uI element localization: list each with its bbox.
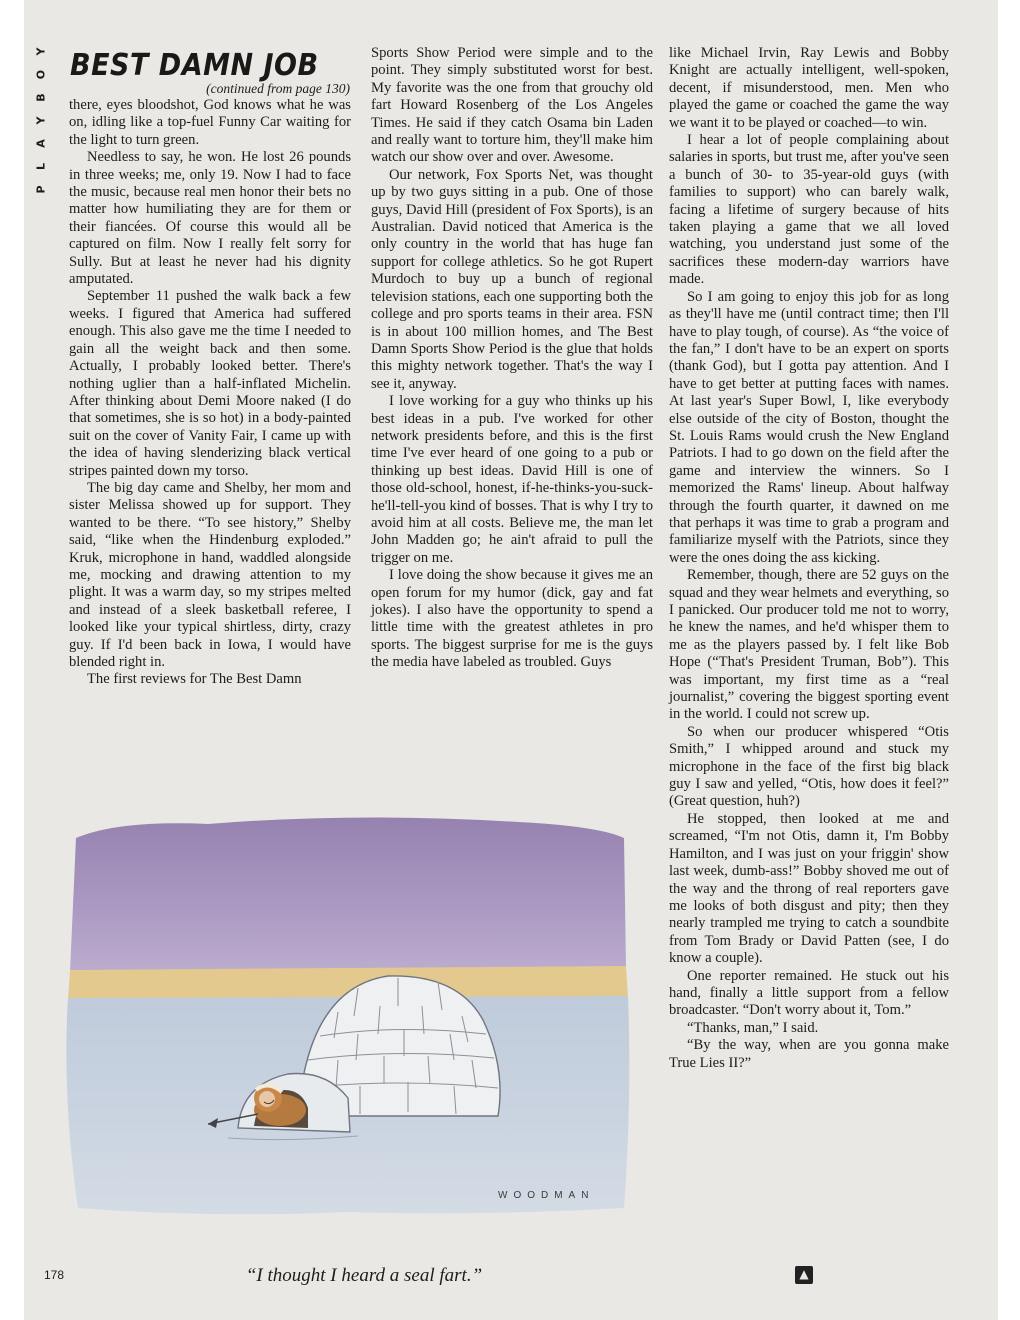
article-headline: BEST DAMN JOB xyxy=(70,48,319,83)
igloo-cartoon xyxy=(58,798,636,1258)
brand-letter: O xyxy=(34,69,48,80)
magazine-page xyxy=(24,0,998,1320)
paragraph: The big day came and Shelby, her mom and sister Melissa showed up for support. They wanted to be there. “To see history,” Shelby said, “like when the Hindenburg exploded.” Kruk, microphone in hand, waddled alongside me, mocking and drawing attention to my plight. It was a warm day, so my stripes melted and instead of a sleek basketball referee, I looked like your typical shirtless, dirty, crazy guy. If I'd been back in Iowa, I would have blended right in. xyxy=(69,479,351,670)
cartoon-caption: “I thought I heard a seal fart.” xyxy=(245,1265,483,1286)
cartoon-signature: WOODMAN xyxy=(498,1190,595,1201)
text-column-1 xyxy=(69,97,351,689)
paragraph: Our network, Fox Sports Net, was thought up by two guys sitting in a pub. One of those guys, David Hill (president of Fox Sports), is an Australian. David noticed that America is the only country in the world that has huge fan support for college athletics. So he got Rupert Murdoch to buy up a bunch of regional television stations, each one supporting both the college and pro sports teams in their area. FSN is in about 100 million homes, and The Best Damn Sports Show Period is the glue that holds this mighty network together. That's the way I see it, anyway. xyxy=(371,166,653,392)
paragraph: I love doing the show because it gives me an open forum for my humor (dick, gay and fat jokes). I also have the opportunity to spend a little time with the greatest athletes in pro sports. The biggest surprise for me is the guys the media have labeled as troubled. Guys xyxy=(371,567,653,671)
sky-wash xyxy=(70,817,626,972)
paragraph: I love working for a guy who thinks up his best ideas in a pub. I've worked for other network presidents before, and this is the first time I've ever heard of one going to a pub or thinking up best ideas. David Hill is one of those old-school, honest, if-he-thinks-you-suck-he'll-tell-you kind of bosses. That is why I try to avoid him at all costs. Believe me, the man let John Madden go; he ain't afraid to pull the trigger on me. xyxy=(371,393,653,566)
paragraph: So I am going to enjoy this job for as long as they'll have me (until contract time; then I'll have to play tough, of course). As “the voice of the fan,” I don't have to be an expert on sports (thank God), but I gotta pay attention. And I have to get better at putting faces with names. At last year's Super Bowl, I, like everybody else outside of the city of Boston, thought the St. Louis Rams would crush the New England Patriots. I had to go down on the field after the game and interview the winners. So I memorized the Rams' lineup. About halfway through the fourth quarter, it dawned on me that perhaps it was time to grab a program and familiarize myself with the Patriots, since they were the ones doing the ass kicking. xyxy=(669,288,949,566)
bunny-logo-icon: ▲ xyxy=(795,1266,813,1284)
brand-letter: Y xyxy=(34,116,48,125)
brand-letter: B xyxy=(34,93,48,102)
paragraph: there, eyes bloodshot, God knows what he was on, idling like a top-fuel Funny Car waiting for the light to turn green. xyxy=(69,97,351,148)
text-column-2 xyxy=(371,45,653,672)
paragraph: “By the way, when are you gonna make True Lies II?” xyxy=(669,1037,949,1071)
vertical-brand-label xyxy=(32,40,50,201)
paragraph: like Michael Irvin, Ray Lewis and Bobby Knight are actually intelligent, well-spoken, decent, if misunderstood, men. Men who played the game or coached the game the way we want it to be played or coached—to win. xyxy=(669,45,949,131)
page-number: 178 xyxy=(44,1268,65,1282)
paragraph: “Thanks, man,” I said. xyxy=(687,1019,819,1036)
brand-letter: P xyxy=(34,185,48,194)
brand-letter: L xyxy=(34,163,48,171)
brand-letter: A xyxy=(34,139,48,148)
paragraph: Sports Show Period were simple and to the point. They simply substituted worst for best. My favorite was the one from that grouchy old fart Howard Rosenberg of the Los Angeles Times. He said if they catch Osama bin Laden and really want to torture him, they'll make him watch our show over and over. Awesome. xyxy=(371,45,653,166)
brand-letter: Y xyxy=(34,47,48,56)
paragraph: One reporter remained. He stuck out his hand, finally a little support from a fellow broadcaster. “Don't worry about it, Tom.” xyxy=(669,967,949,1019)
paragraph: Needless to say, he won. He lost 26 pounds in three weeks; me, only 19. Now I had to face the music, because real men honor their bets no matter how humiliating they are for them or their fiancées. Of course this would all be captured on film. Now I really felt sorry for Sully. But at least he never had his dignity amputated. xyxy=(69,149,351,288)
paragraph: September 11 pushed the walk back a few weeks. I figured that America had suffered enough. This also gave me the time I needed to gain all the weight back and then some. Actually, I probably looked better. There's nothing uglier than a half-inflated Michelin. After thinking about Demi Moore naked (I do that sometimes, she is so hot) in a body-painted suit on the cover of Vanity Fair, I came up with the idea of having slenderizing black vertical stripes painted down my torso. xyxy=(69,288,351,479)
paragraph: He stopped, then looked at me and screamed, “I'm not Otis, damn it, I'm Bobby Hamilton, and I was just on your friggin' show last week, dumb-ass!” Bobby shoved me out of the way and the throng of real reporters gave me looks of both disgust and pity; then they nearly trampled me trying to catch a soundbite from Tom Brady or David Patten (see, I do know a couple). xyxy=(669,810,949,967)
paragraph: So when our producer whispered “Otis Smith,” I whipped around and stuck my microphone in the face of the first big black guy I saw and yelled, “Otis, how does it feel?” (Great question, huh?) xyxy=(669,723,949,810)
paragraph: I hear a lot of people complaining about salaries in sports, but trust me, after you've seen a bunch of 30- to 35-year-old guys (with families to support) who can barely walk, facing a lifetime of surgery because of hits taken playing a game that we all loved watching, you understand just some of the sacrifices these modern-day warriors have made. xyxy=(669,132,949,288)
text-column-3 xyxy=(669,45,949,1072)
continued-from-note: (continued from page 130) xyxy=(206,81,350,96)
paragraph: The first reviews for The Best Damn xyxy=(87,671,302,688)
paragraph: Remember, though, there are 52 guys on the squad and they wear helmets and everything, so I panicked. Our producer told me not to worry, he knew the names, and he'd whisper them to me as the players passed by. I felt like Bob Hope (“That's President Truman, Bob”). This was important, my first time as a “real journalist,” covering the biggest sporting event in the world. I could not screw up. xyxy=(669,567,949,723)
